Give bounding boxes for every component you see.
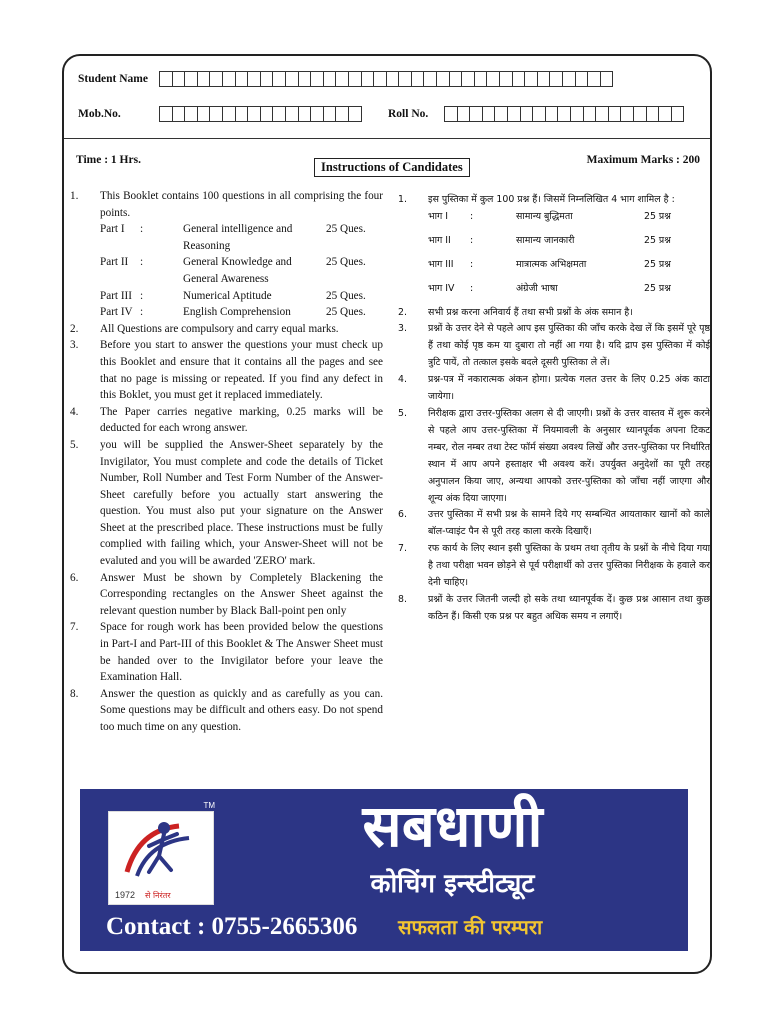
page-title: Instructions of Candidates (314, 158, 470, 177)
entry-box[interactable] (633, 106, 647, 122)
part-questions: 25 प्रश्न (644, 234, 671, 246)
part-name: अंग्रेजी भाषा (516, 282, 558, 294)
part-colon: : (140, 256, 144, 269)
part-label: भाग III (428, 258, 454, 270)
instruction-number: 5. (70, 438, 79, 451)
entry-box[interactable] (222, 71, 236, 87)
hindi-instructions (398, 192, 710, 626)
instruction-item (398, 305, 710, 322)
entry-box[interactable] (159, 71, 173, 87)
roll-no-label: Roll No. (388, 108, 429, 120)
entry-box[interactable] (562, 71, 576, 87)
entry-box[interactable] (658, 106, 672, 122)
part-name: सामान्य बुद्धिमता (516, 210, 573, 222)
part-questions: 25 प्रश्न (644, 282, 671, 294)
parts-list (428, 209, 710, 298)
instruction-text: प्रश्न-पत्र में नकारात्मक अंकन होगा। प्रत्येक गलत उत्तर के लिए 0.25 अंक काटा जायेगा। (428, 374, 710, 403)
entry-box[interactable] (209, 71, 223, 87)
entry-box[interactable] (482, 106, 496, 122)
entry-box[interactable] (348, 106, 362, 122)
entry-box[interactable] (461, 71, 475, 87)
instruction-text: Before you start to answer the questions your must check up this Booklet and ensure that it contains all the pages and see that no page is missing or repeated. If you find any defect in this Boklet, you must get it replaced immediately. (100, 339, 383, 402)
instruction-number: 7. (398, 543, 407, 555)
entry-box[interactable] (323, 71, 337, 87)
entry-box[interactable] (532, 106, 546, 122)
entry-box[interactable] (272, 106, 286, 122)
instruction-text: The Paper carries negative marking, 0.25 marks will be deducted for each wrong answer. (100, 405, 383, 435)
trademark-mark: TM (203, 801, 215, 810)
entry-box[interactable] (474, 71, 488, 87)
part-row (100, 288, 383, 305)
time-label: Time : 1 Hrs. (76, 154, 141, 166)
instruction-number: 1. (70, 190, 79, 202)
entry-box[interactable] (575, 71, 589, 87)
instruction-item (398, 541, 710, 592)
instruction-number: 2. (70, 322, 79, 335)
instruction-text: उत्तर पुस्तिका में सभी प्रश्न के सामने दिये गए सम्बन्धित आयताकार खानों को काले बॉल-प्वाइंट पैन से पूरी तरह काला करके दिखाएँ। (428, 509, 710, 538)
entry-box[interactable] (411, 71, 425, 87)
part-colon: : (140, 223, 144, 236)
entry-box[interactable] (310, 106, 324, 122)
entry-box[interactable] (335, 106, 349, 122)
entry-box[interactable] (260, 71, 274, 87)
entry-box[interactable] (235, 106, 249, 122)
instruction-item (70, 337, 383, 403)
instruction-text: This Booklet contains 100 questions in all comprising the four points. (100, 190, 383, 219)
entry-box[interactable] (595, 106, 609, 122)
entry-box[interactable] (469, 106, 483, 122)
instruction-number: 4. (70, 405, 79, 418)
part-questions: 25 Ques. (326, 223, 366, 236)
instruction-item (398, 406, 710, 507)
part-name: English Comprehension (183, 306, 291, 319)
part-label: भाग I (428, 210, 449, 222)
parts-list (100, 221, 383, 321)
runner-icon (109, 812, 213, 890)
instruction-item (70, 619, 383, 685)
instruction-number: 8. (398, 593, 407, 605)
instruction-text: सभी प्रश्न करना अनिवार्य हैं तथा सभी प्रश्नों के अंक समान है। (428, 306, 633, 318)
entry-box[interactable] (209, 106, 223, 122)
entry-box[interactable] (600, 71, 614, 87)
logo-since-text: से निरंतर (145, 891, 171, 900)
instruction-item (70, 404, 383, 437)
instruction-item (70, 321, 383, 338)
entry-box[interactable] (671, 106, 685, 122)
entry-box[interactable] (222, 106, 236, 122)
student-name-label: Student Name (78, 73, 148, 85)
instruction-text: इस पुस्तिका में कुल 100 प्रश्न हैं। जिसमें निम्नलिखित 4 भाग शामिल है : (428, 194, 675, 205)
entry-box[interactable] (587, 71, 601, 87)
part-row (428, 233, 710, 250)
part-label: Part III (100, 289, 132, 302)
entry-box[interactable] (348, 71, 362, 87)
entry-box[interactable] (620, 106, 634, 122)
entry-box[interactable] (260, 106, 274, 122)
instruction-number: 2. (398, 306, 407, 318)
instruction-number: 8. (70, 687, 79, 700)
mob-no-label: Mob.No. (78, 108, 121, 120)
entry-box[interactable] (285, 71, 299, 87)
entry-box[interactable] (398, 71, 412, 87)
instruction-text: प्रश्नों के उत्तर जितनी जल्दी हो सके तथा ध्यानपूर्वक दें। कुछ प्रश्न आसान तथा कुछ कठिन हैं। किसी एक प्रश्न पर बहुत अधिक समय न लगाएँ। (428, 593, 710, 622)
entry-box[interactable] (298, 106, 312, 122)
entry-box[interactable] (323, 106, 337, 122)
part-label: Part I (100, 223, 125, 236)
entry-box[interactable] (570, 106, 584, 122)
instruction-text: you will be supplied the Answer-Sheet separately by the Invigilator, You must complete and code the details of Ticket Number, Roll Number and Test Form Number of the Answer-Sheet carefully before you actually start answering the question. You must also put your signature on the Answer Sheet at the prescribed place. These instructions must be fully complied with failing which, your Answer-Sheet will not be evaluted and you will be awarded 'ZERO' mark. (100, 438, 383, 568)
entry-box[interactable] (335, 71, 349, 87)
entry-box[interactable] (272, 71, 286, 87)
entry-box[interactable] (486, 71, 500, 87)
part-name: सामान्य जानकारी (516, 234, 575, 246)
instruction-number: 7. (70, 621, 79, 634)
entry-box[interactable] (184, 71, 198, 87)
instruction-item (398, 592, 710, 626)
part-name: General Knowledge and General Awareness (183, 256, 292, 285)
institute-logo (108, 801, 215, 905)
instruction-number: 3. (70, 339, 79, 352)
part-colon: : (140, 289, 144, 302)
entry-box[interactable] (361, 71, 375, 87)
entry-box[interactable] (184, 106, 198, 122)
instruction-item (70, 570, 383, 620)
instruction-number: 3. (398, 323, 407, 335)
instruction-number: 1. (398, 194, 407, 205)
part-questions: 25 Ques. (326, 306, 366, 319)
entry-box[interactable] (285, 106, 299, 122)
entry-box[interactable] (235, 71, 249, 87)
entry-box[interactable] (646, 106, 660, 122)
instruction-item (70, 686, 383, 736)
entry-box[interactable] (247, 71, 261, 87)
instruction-item (70, 437, 383, 570)
entry-box[interactable] (583, 106, 597, 122)
part-colon: : (470, 210, 474, 222)
instruction-item (398, 321, 710, 372)
part-questions: 25 Ques. (326, 256, 366, 269)
instruction-text: Answer Must be shown by Completely Blackening the Corresponding rectangles on the Answer Sheet against the relevant question number by Black Ball-point pen only (100, 571, 383, 617)
part-questions: 25 प्रश्न (644, 210, 671, 222)
part-label: Part IV (100, 306, 133, 319)
entry-box[interactable] (507, 106, 521, 122)
mob-no-boxes[interactable] (159, 106, 361, 122)
student-name-boxes[interactable] (159, 71, 612, 87)
institute-name: सबधाणी (362, 792, 543, 860)
entry-box[interactable] (159, 106, 173, 122)
entry-box[interactable] (537, 71, 551, 87)
instruction-item (70, 188, 383, 221)
instruction-text: रफ कार्य के लिए स्थान इसी पुस्तिका के प्रथम तथा तृतीय के प्रश्नों के नीचे दिया गया है तथा परीक्षा भवन छोड़ने से पूर्व परीक्षार्थी को उत्तर पुस्तिका निरीक्षक के हवाले कर देनी चाहिए। (428, 543, 710, 589)
entry-box[interactable] (310, 71, 324, 87)
instruction-item (398, 372, 710, 406)
part-questions: 25 Ques. (326, 289, 366, 302)
english-instructions (70, 188, 383, 736)
entry-box[interactable] (499, 71, 513, 87)
contact-number: Contact : 0755-2665306 (106, 913, 358, 940)
entry-box[interactable] (444, 106, 458, 122)
entry-box[interactable] (373, 71, 387, 87)
roll-no-boxes[interactable] (444, 106, 683, 122)
entry-box[interactable] (457, 106, 471, 122)
instruction-number: 4. (398, 374, 407, 386)
instruction-number: 5. (398, 407, 407, 419)
instruction-text: All Questions are compulsory and carry equal marks. (100, 322, 339, 335)
entry-box[interactable] (436, 71, 450, 87)
part-row (100, 221, 383, 254)
part-name: General intelligence and Reasoning (183, 223, 293, 252)
entry-box[interactable] (298, 71, 312, 87)
part-colon: : (470, 234, 474, 246)
part-colon: : (140, 306, 144, 319)
entry-box[interactable] (172, 106, 186, 122)
entry-box[interactable] (197, 71, 211, 87)
entry-box[interactable] (386, 71, 400, 87)
entry-box[interactable] (557, 106, 571, 122)
tagline: सफलता की परम्परा (398, 915, 543, 939)
entry-box[interactable] (197, 106, 211, 122)
instruction-text: प्रश्नों के उत्तर देने से पहले आप इस पुस्तिका की जाँच करके देख लें कि इसमें पूरे पृष्ठ हैं तथा कोई पृष्ठ कम या दुबारा तो नहीं आ गया है। यदि द्राप इस पुस्तिका में कोई त्रुटि पायें, तो तत्काल इसके बदले दूसरी पुस्तिका ले लें। (428, 323, 710, 369)
instruction-number: 6. (398, 509, 407, 521)
part-row (428, 281, 710, 298)
entry-box[interactable] (423, 71, 437, 87)
entry-box[interactable] (512, 71, 526, 87)
part-colon: : (470, 258, 474, 270)
entry-box[interactable] (549, 71, 563, 87)
entry-box[interactable] (608, 106, 622, 122)
logo-since (115, 890, 171, 901)
part-name: मात्रात्मक अभिक्षमता (516, 258, 587, 270)
instruction-number: 6. (70, 571, 79, 584)
coaching-banner (80, 789, 688, 951)
part-row (100, 254, 383, 287)
entry-box[interactable] (449, 71, 463, 87)
part-colon: : (470, 282, 474, 294)
institute-subtitle: कोचिंग इन्स्टीट्यूट (370, 869, 535, 899)
entry-box[interactable] (172, 71, 186, 87)
part-label: Part II (100, 256, 129, 269)
entry-box[interactable] (494, 106, 508, 122)
instruction-text: Space for rough work has been provided below the questions in Part-I and Part-III of this Booklet & The Answer Sheet must be handed over to the Invigilator before your leave the Examination Hall. (100, 621, 383, 684)
entry-box[interactable] (247, 106, 261, 122)
part-questions: 25 प्रश्न (644, 258, 671, 270)
entry-box[interactable] (520, 106, 534, 122)
entry-box[interactable] (524, 71, 538, 87)
part-row (428, 209, 710, 226)
part-name: Numerical Aptitude (183, 289, 272, 302)
instruction-item (398, 192, 710, 209)
instruction-text: Answer the question as quickly and as carefully as you can. Some questions may be difficult and others easy. Do not spend too much time on any question. (100, 687, 383, 733)
max-marks-label: Maximum Marks : 200 (586, 154, 700, 166)
part-row (428, 257, 710, 274)
part-label: भाग II (428, 234, 451, 246)
logo-year: 1972 (115, 890, 136, 900)
instruction-item (398, 507, 710, 541)
part-row (100, 304, 383, 321)
entry-box[interactable] (545, 106, 559, 122)
part-label: भाग IV (428, 282, 455, 294)
header-divider (64, 138, 710, 139)
instruction-text: निरीक्षक द्वारा उत्तर-पुस्तिका अलग से दी जाएगी। प्रश्नों के उत्तर वास्तव में शुरू करने से पहले आप उत्तर-पुस्तिका में नियमावली के अनुसार ध्यानपूर्वक अपना टिकट नम्बर, रोल नम्बर तथा टेस्ट फॉर्म संख्या अवश्य लिखें और उत्तर-पुस्तिका पर निर्धारित स्थान में आप अपने हस्ताक्षर भी अवश्य करें। उपर्युक्त अनुदेशों का पूरी तरह अनुपालन किया जाए, अन्यथा आपको उत्तर-पुस्तिका को जाँचा नहीं जाएगा और शून्य अंक दिया जाएगा। (428, 407, 710, 504)
